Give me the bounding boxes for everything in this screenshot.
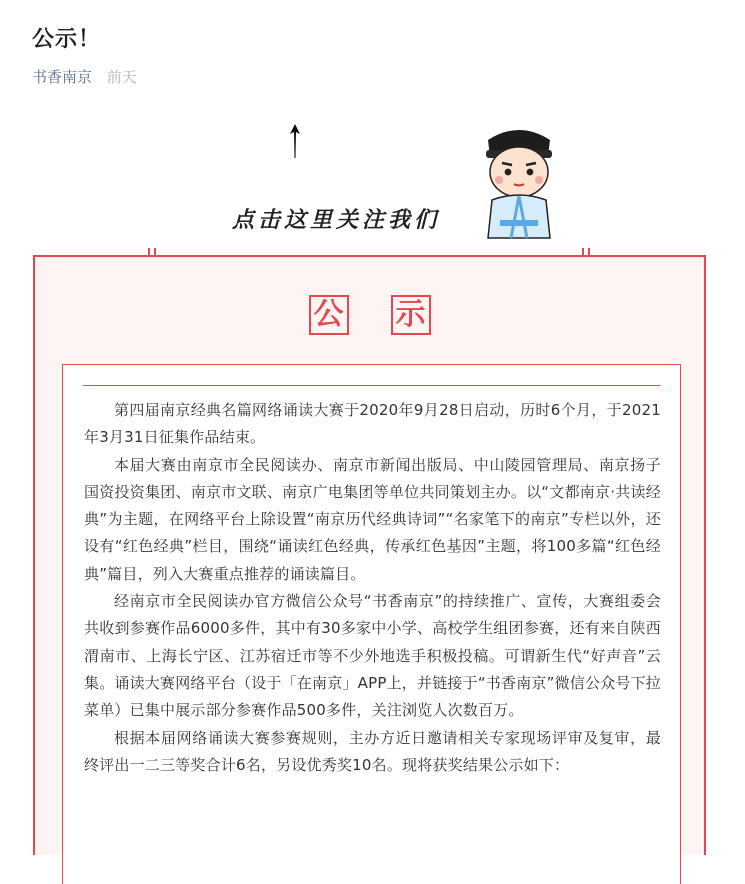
paragraph: 第四届南京经典名篇网络诵读大赛于2020年9月28日启动，历时6个月，于2021年3月31日征集作品结束。 (84, 401, 661, 447)
paragraph: 经南京市全民阅读办官方微信公众号“书香南京”的持续推广、宣传，大赛组委会共收到参赛作品6000多件，其中有30多家中小学、高校学生组团参赛，还有来自陕西渭南市、上海长宁区、江苏宿迁市等不少外地选手积极投稿。可谓新生代“好声音”云集。诵读大赛网络平台（设于「在南京」APP上，并链接于“书香南京”微信公众号下拉菜单）已集中展示部分参赛作品500多件，关注浏览人次数百万。 (84, 592, 661, 720)
notice-heading (35, 295, 704, 335)
up-arrow-icon (289, 124, 301, 160)
article-title: 公示！ (32, 27, 102, 52)
article-meta (32, 66, 137, 87)
heading-char: 公 (309, 295, 349, 335)
paragraph: 根据本届网络诵读大赛参赛规则，主办方近日邀请相关专家现场评审及复审，最终评出一二三等奖合计6名，另设优秀奖10名。现将获奖结果公示如下： (84, 728, 661, 774)
notice-body (84, 397, 661, 779)
follow-us-link[interactable]: 点击这里关注我们 (232, 207, 441, 233)
divider (83, 385, 660, 386)
author-link[interactable]: 书香南京 (32, 68, 93, 86)
publish-time: 前天 (106, 68, 137, 86)
heading-char: 示 (391, 295, 431, 335)
notice-frame (33, 255, 706, 855)
notice-panel (62, 364, 681, 884)
paragraph: 本届大赛由南京市全民阅读办、南京市新闻出版局、中山陵园管理局、南京扬子国资投资集团、南京市文联、南京广电集团等单位共同策划主办。以“文都南京·共读经典”为主题，在网络平台上除设置“南京历代经典诗词”“名家笔下的南京”专栏以外，还设有“红色经典”栏目，围绕“诵读红色经典，传承红色基因”主题，将100多篇“红色经典”篇目，列入大赛重点推荐的诵读篇目。 (84, 455, 661, 583)
scholar-mascot-icon (474, 120, 564, 242)
